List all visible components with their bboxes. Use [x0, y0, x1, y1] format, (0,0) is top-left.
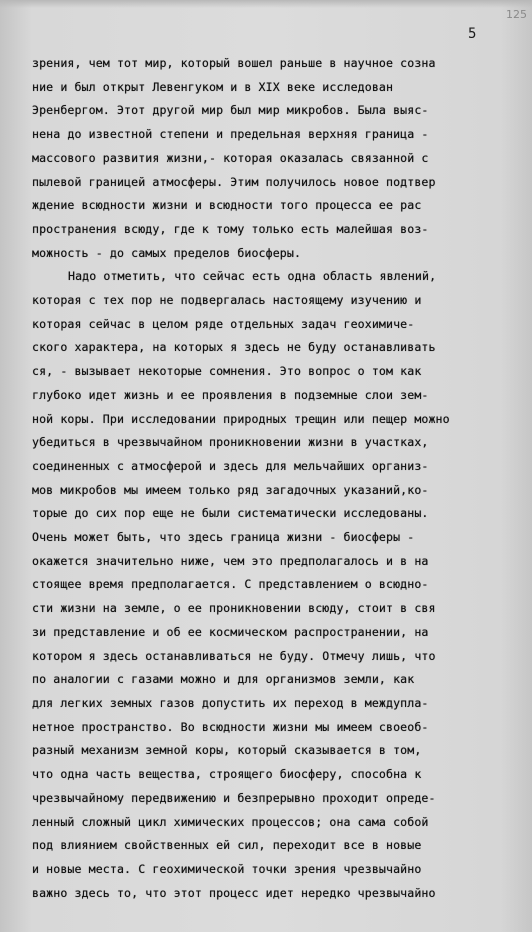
text-line: которая с тех пор не подвергалась настоящему изучению и: [32, 293, 422, 308]
text-line: ждение всюдности жизни и всюдности того процесса ее рас: [32, 198, 422, 213]
text-line: чрезвычайному передвижению и безпрерывно проходит опреде-: [32, 790, 436, 805]
text-line: Очень может быть, что здесь граница жизни - биосферы -: [32, 530, 415, 545]
text-line: что одна часть вещества, строящего биосферу, способна к: [32, 767, 422, 782]
text-line: ского характера, на которых я здесь не буду останавливать: [32, 340, 436, 355]
text-line: нена до известной степени и предельная верхняя граница -: [32, 127, 429, 142]
typewritten-text: [32, 52, 502, 905]
text-line: можность - до самых пределов биосферы.: [32, 245, 302, 260]
text-line: пылевой границей атмосферы. Этим получилось новое подтвер: [32, 174, 436, 189]
page-number: 5: [468, 26, 477, 42]
text-line: окажется значительно ниже, чем это предполагалось и в на: [32, 553, 429, 568]
text-line: зи представление и об ее космическом распространении, на: [32, 624, 429, 639]
text-line: сти жизни на земле, о ее проникновении всюду, стоит в свя: [32, 601, 436, 616]
text-line: Эренбергом. Этот другой мир был мир микробов. Была выяс-: [32, 103, 429, 118]
text-line: под влиянием свойственных ей сил, переходит все в новые: [32, 838, 422, 853]
text-line: соединенных с атмосферой и здесь для мельчайших организ-: [32, 458, 429, 473]
text-line: по аналогии с газами можно и для организмов земли, как: [32, 672, 415, 687]
text-line: котором я здесь останавливаться не буду. Отмечу лишь, что: [32, 648, 436, 663]
text-line: которая сейчас в целом ряде отдельных задач геохимиче-: [32, 316, 415, 331]
text-line: торые до сих пор еще не были систематически исследованы.: [32, 506, 429, 521]
text-line: ленный сложный цикл химических процессов; она сама собой: [32, 814, 429, 829]
page-top-shadow: [0, 0, 532, 8]
paragraph-start-line: Надо отметить, что сейчас есть одна область явлений,: [68, 269, 437, 284]
text-line: ся, - вызывает некоторые сомнения. Это вопрос о том как: [32, 364, 422, 379]
text-line: пространения всюду, где к тому только есть малейшая воз-: [32, 221, 429, 236]
text-line: стоящее время предполагается. С представлением о всюдно-: [32, 577, 429, 592]
text-line: разный механизм земной коры, который сказывается в том,: [32, 743, 422, 758]
text-line: для легких земных газов допустить их переход в междупла-: [32, 695, 429, 710]
text-line: и новые места. С геохимической точки зрения чрезвычайно: [32, 861, 422, 876]
text-line: важно здесь то, что этот процесс идет нередко чрезвычайно: [32, 885, 436, 900]
text-line: массового развития жизни,- которая оказалась связанной с: [32, 150, 429, 165]
text-line: ние и был открыт Левенгуком и в XIX веке исследован: [32, 79, 394, 94]
text-line: глубоко идет жизнь и ее проявления в подземные слои зем-: [32, 387, 429, 402]
text-line: убедиться в чрезвычайном проникновении жизни в участках,: [32, 435, 429, 450]
text-line: зрения, чем тот мир, который вошел раньше в научное созна: [32, 56, 436, 70]
text-line: ной коры. При исследовании природных трещин или пещер можно: [32, 411, 450, 426]
text-line: мов микробов мы имеем только ряд загадочных указаний,ко-: [32, 482, 429, 497]
text-line: нетное пространство. Во всюдности жизни мы имеем своеоб-: [32, 719, 429, 734]
archive-page-number: 125: [506, 8, 527, 21]
